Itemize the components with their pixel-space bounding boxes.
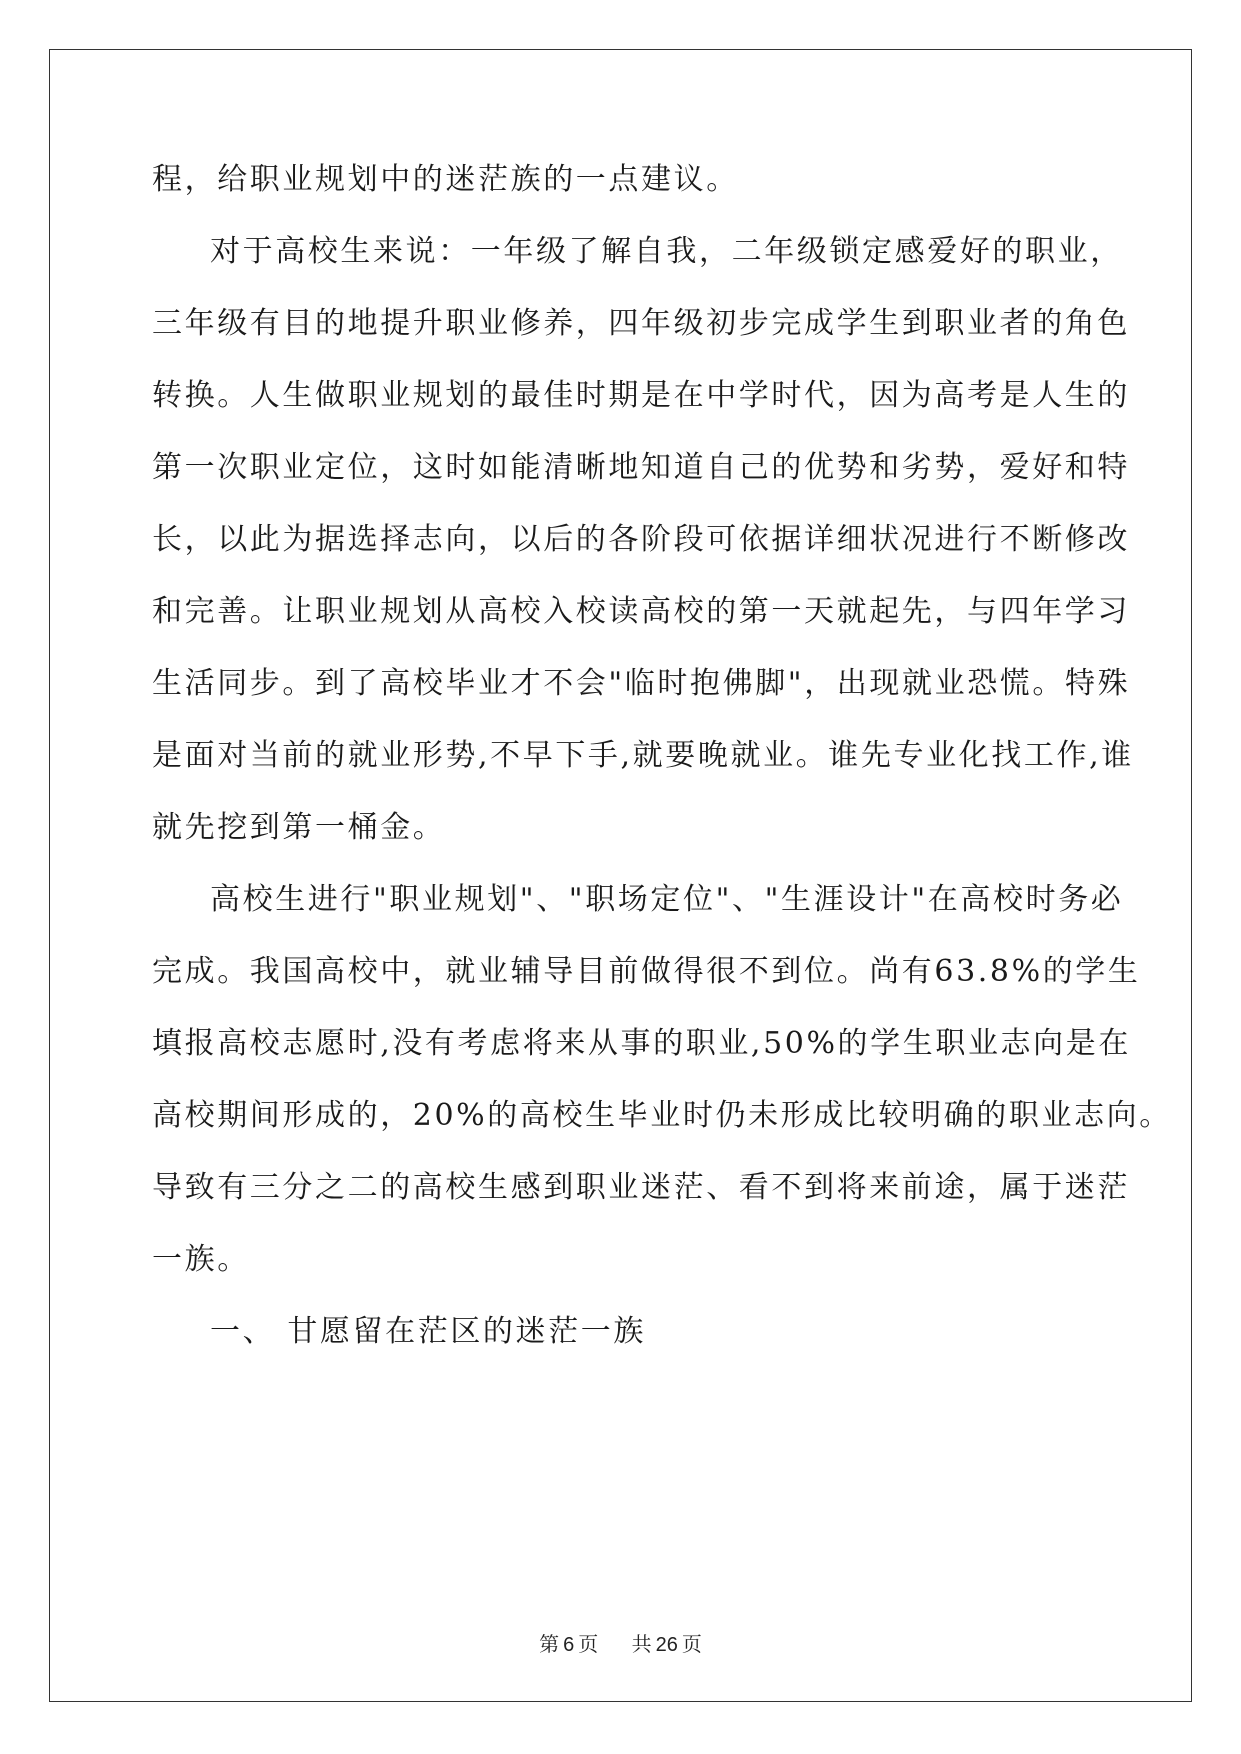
text-line-3: 三年级有目的地提升职业修养，四年级初步完成学生到职业者的角色 (152, 306, 1130, 341)
text-line-7: 和完善。让职业规划从高校入校读高校的第一天就起先，与四年学习 (152, 594, 1130, 629)
text-line-12: 完成。我国高校中，就业辅导目前做得很不到位。尚有63.8%的学生 (152, 954, 1141, 989)
page-footer (0, 1632, 1241, 1657)
total-pages-label (630, 1632, 704, 1656)
text-line-5: 第一次职业定位，这时如能清晰地知道自己的优势和劣势，爱好和特 (152, 450, 1130, 485)
page-suffix: 页 (578, 1632, 599, 1656)
text-line-14: 高校期间形成的，20%的高校生毕业时仍未形成比较明确的职业志向。 (152, 1098, 1172, 1133)
page-number-label (537, 1632, 600, 1656)
text-line-4: 转换。人生做职业规划的最佳时期是在中学时代，因为高考是人生的 (152, 378, 1130, 413)
text-line-6: 长，以此为据选择志向，以后的各阶段可依据详细状况进行不断修改 (152, 522, 1130, 557)
text-line-8: 生活同步。到了高校毕业才不会"临时抱佛脚"，出现就业恐慌。特殊 (152, 666, 1131, 701)
total-suffix: 页 (681, 1632, 702, 1656)
text-line-13: 填报高校志愿时,没有考虑将来从事的职业,50%的学生职业志向是在 (152, 1026, 1131, 1061)
text-line-11: 高校生进行"职业规划"、"职场定位"、"生涯设计"在高校时务必 (210, 882, 1124, 917)
text-line-2: 对于高校生来说：一年级了解自我，二年级锁定感爱好的职业， (210, 234, 1123, 269)
page-prefix: 第 (539, 1632, 560, 1656)
page-border (49, 49, 1192, 1702)
text-line-15: 导致有三分之二的高校生感到职业迷茫、看不到将来前途，属于迷茫 (152, 1170, 1130, 1205)
text-line-16: 一族。 (152, 1242, 250, 1277)
text-line-1: 程，给职业规划中的迷茫族的一点建议。 (152, 162, 739, 197)
total-pages: 26 (655, 1634, 678, 1656)
text-line-9: 是面对当前的就业形势,不早下手,就要晚就业。谁先专业化找工作,谁 (152, 738, 1134, 773)
section-heading: 一、 甘愿留在茫区的迷茫一族 (210, 1314, 646, 1349)
text-line-10: 就先挖到第一桶金。 (152, 810, 446, 845)
page-number: 6 (563, 1634, 575, 1656)
total-prefix: 共 (631, 1632, 652, 1656)
